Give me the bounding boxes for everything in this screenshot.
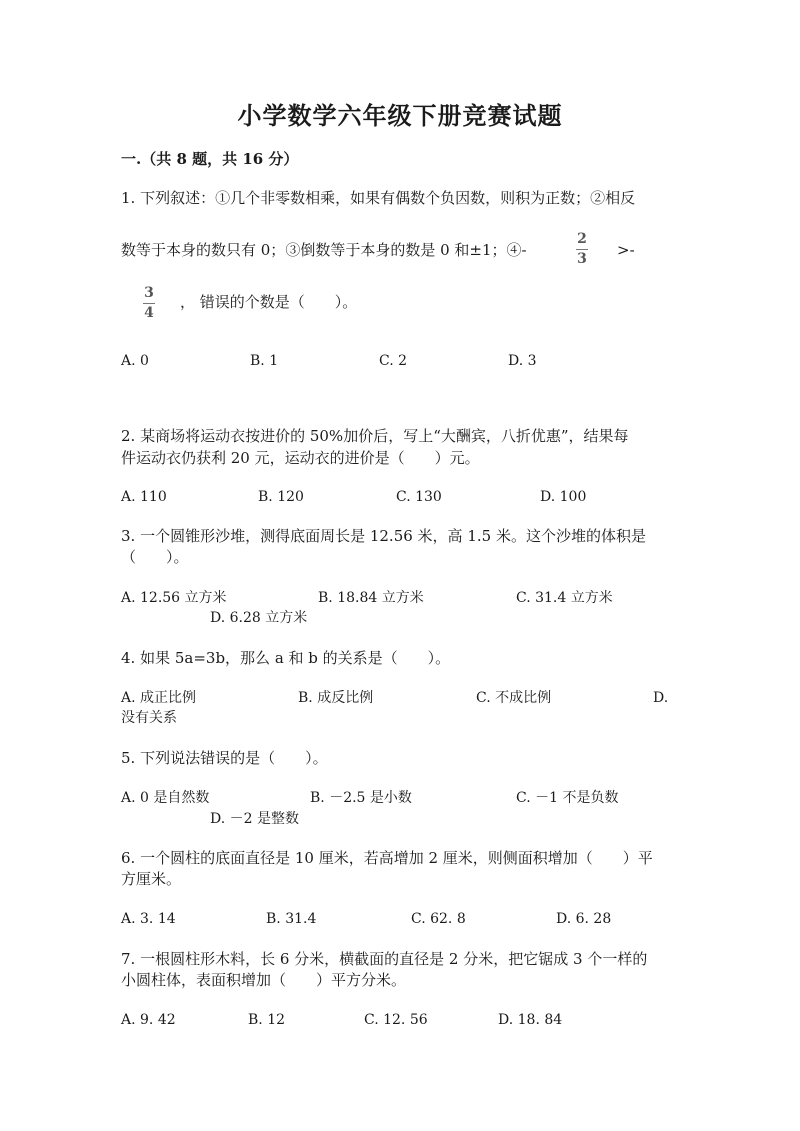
q7-option-c: C. 12. 56 [364, 1012, 428, 1028]
q5-option-a: A. 0 是自然数 [121, 790, 210, 806]
q3-line-1: 3. 一个圆锥形沙堆，测得底面周长是 12.56 米，高 1.5 米。这个沙堆的体积是 [121, 527, 646, 545]
q3-line-2: （ ）。 [121, 548, 189, 566]
q7-option-a: A. 9. 42 [121, 1012, 176, 1028]
q2-line-1: 2. 某商场将运动衣按进价的 50%加价后，写上“大酬宾，八折优惠”，结果每 [121, 427, 629, 445]
q6-line-2: 方厘米。 [121, 870, 182, 888]
q7-line-2: 小圆柱体，表面积增加（ ）平方分米。 [121, 971, 407, 989]
q4-option-d-continued: 没有关系 [121, 710, 177, 726]
page-title: 小学数学六年级下册竞赛试题 [237, 101, 563, 130]
q2-option-d: D. 100 [540, 489, 587, 505]
fraction-bar [143, 303, 155, 304]
q4-option-c: C. 不成比例 [476, 690, 552, 706]
q7-option-d: D. 18. 84 [498, 1012, 563, 1028]
q2-option-b: B. 120 [258, 489, 304, 505]
q3-option-b: B. 18.84 立方米 [318, 590, 424, 606]
fraction-numerator: 2 [577, 231, 587, 247]
q7-option-b: B. 12 [248, 1012, 286, 1028]
q1-option-c: C. 2 [379, 353, 408, 369]
q5-line-1: 5. 下列说法错误的是（ ）。 [121, 749, 328, 767]
q1-fraction-3-4 [143, 286, 155, 321]
q2-option-a: A. 110 [121, 489, 167, 505]
q1-option-d: D. 3 [508, 353, 537, 369]
q6-option-b: B. 31.4 [266, 911, 317, 927]
q1-line-1: 1. 下列叙述：①几个非零数相乘，如果有偶数个负因数，则积为正数；②相反 [121, 189, 636, 207]
q6-option-c: C. 62. 8 [411, 911, 466, 927]
q1-fraction-2-3 [576, 232, 588, 267]
q3-option-a: A. 12.56 立方米 [121, 590, 227, 606]
q2-option-c: C. 130 [396, 489, 442, 505]
q6-option-a: A. 3. 14 [121, 911, 176, 927]
q1-greater-than: >- [617, 241, 635, 259]
fraction-denominator: 4 [144, 305, 154, 321]
q3-option-d: D. 6.28 立方米 [210, 610, 308, 626]
q4-option-a: A. 成正比例 [121, 690, 197, 706]
q5-option-d: D. －2 是整数 [210, 811, 299, 827]
section-heading: 一.（共 8 题，共 16 分） [121, 150, 299, 168]
q6-line-1: 6. 一个圆柱的底面直径是 10 厘米，若高增加 2 厘米，则侧面积增加（ ）平 [121, 849, 653, 867]
q1-line-3: ， 错误的个数是（ ）。 [180, 293, 358, 311]
q5-option-b: B. －2.5 是小数 [310, 790, 412, 806]
q5-option-c: C. －1 不是负数 [516, 790, 619, 806]
q7-line-1: 7. 一根圆柱形木料，长 6 分米，横截面的直径是 2 分米，把它锯成 3 个一样的 [121, 950, 648, 968]
fraction-bar [576, 249, 588, 250]
q1-option-b: B. 1 [250, 353, 279, 369]
q4-line-1: 4. 如果 5a=3b，那么 a 和 b 的关系是（ ）。 [121, 649, 451, 667]
q4-option-d: D. [653, 690, 669, 706]
q3-option-c: C. 31.4 立方米 [516, 590, 613, 606]
q1-line-2: 数等于本身的数只有 0；③倒数等于本身的数是 0 和±1；④- [121, 241, 527, 259]
fraction-denominator: 3 [577, 251, 587, 267]
fraction-numerator: 3 [144, 285, 154, 301]
q2-line-2: 件运动衣仍获利 20 元，运动衣的进价是（ ）元。 [121, 449, 480, 467]
q4-option-b: B. 成反比例 [298, 690, 374, 706]
q6-option-d: D. 6. 28 [556, 911, 612, 927]
q1-option-a: A. 0 [121, 353, 149, 369]
